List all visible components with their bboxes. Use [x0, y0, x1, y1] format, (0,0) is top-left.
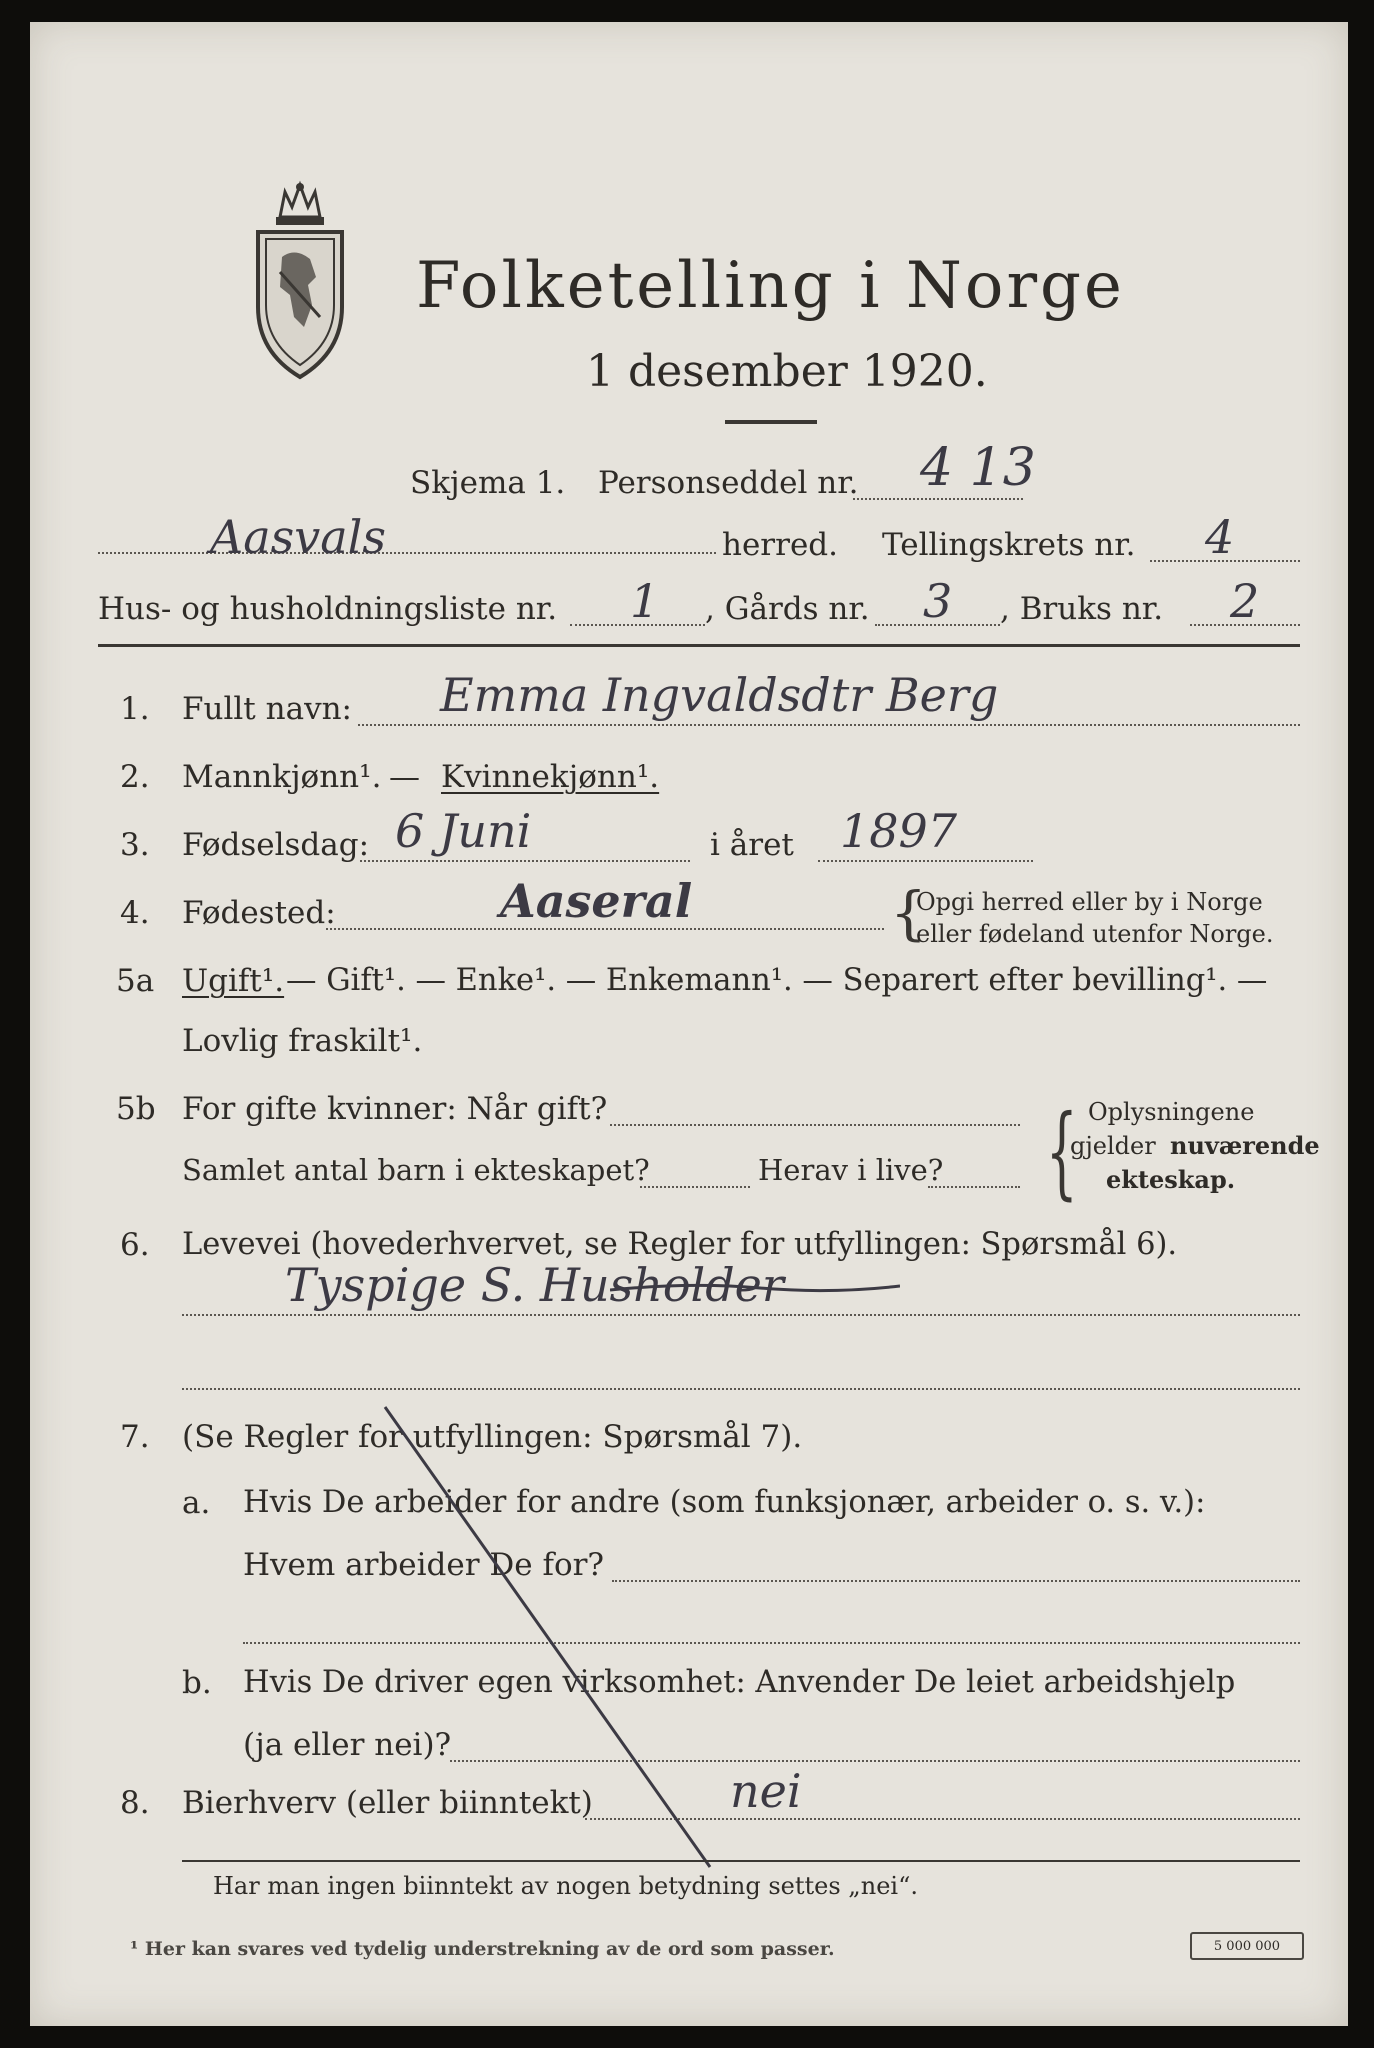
herred-line [98, 552, 716, 554]
birthplace-line [326, 928, 884, 930]
occupation-value: Tyspige S. Husholder [285, 1258, 784, 1312]
bruks-value: 2 [1230, 574, 1260, 628]
q1-label: Fullt navn: [182, 691, 352, 727]
year-line [818, 860, 1033, 862]
birthday-line [360, 860, 690, 862]
marriage-note-2a: gjelder [1070, 1132, 1156, 1160]
tellingskrets-label: Tellingskrets nr. [882, 527, 1136, 563]
gards-label: , Gårds nr. [705, 591, 870, 627]
herred-label: herred. [722, 527, 838, 563]
herred-value: Aasvals [210, 510, 386, 564]
married-when-label: For gifte kvinner: Når gift? [182, 1091, 608, 1127]
ugift-option-selected: Ugift¹. [182, 963, 285, 999]
q7b-number: b. [182, 1665, 212, 1701]
husholdning-label: Hus- og husholdningsliste nr. [98, 591, 558, 627]
personseddel-line [853, 498, 1023, 500]
census-form [30, 22, 1348, 2026]
personseddel-label: Personseddel nr. [598, 465, 859, 501]
occupation-line-2 [182, 1388, 1300, 1390]
q4-label: Fødested: [182, 895, 336, 931]
gards-value: 3 [923, 574, 953, 628]
q6-number: 6. [120, 1227, 150, 1263]
q1-line [358, 724, 1300, 726]
fraskilt-option: Lovlig fraskilt¹. [182, 1023, 423, 1059]
skjema-label: Skjema 1. [410, 465, 566, 501]
q7a-label-1: Hvis De arbeider for andre (som funksjonær, arbeider o. s. v.): [243, 1485, 1206, 1520]
q7a-number: a. [182, 1485, 211, 1521]
male-option: Mannkjønn¹. [182, 759, 382, 795]
occupation-strikethrough [610, 1278, 900, 1298]
side-income-label: Bierhverv (eller biinntekt) [182, 1785, 593, 1821]
q7b-label-2: (ja eller nei)? [243, 1727, 452, 1763]
census-date: 1 desember 1920. [586, 346, 988, 397]
children-line [640, 1186, 750, 1188]
occupation-label: Levevei (hovederhvervet, se Regler for utfyllingen: Spørsmål 6). [182, 1227, 1178, 1262]
occupation-line-1 [182, 1314, 1300, 1316]
husholdning-value: 1 [630, 574, 660, 628]
printer-stamp-text: 5 000 000 [1213, 1938, 1281, 1954]
q5b-number: 5b [116, 1091, 156, 1127]
birthplace-note-2: eller fødeland utenfor Norge. [916, 920, 1274, 948]
bruks-label: , Bruks nr. [1000, 591, 1164, 627]
birthday-value: 6 Juni [395, 804, 532, 858]
q8-number: 8. [120, 1785, 150, 1821]
female-option-selected: Kvinnekjønn¹. [441, 759, 660, 795]
gender-separator: — [389, 759, 420, 795]
question7-crossout [380, 1402, 720, 1872]
children-label: Samlet antal barn i ekteskapet? [182, 1153, 650, 1187]
personseddel-value: 4 13 [920, 438, 1036, 498]
coat-of-arms-logo [250, 177, 350, 382]
footer-rule [182, 1860, 1300, 1862]
living-label: Herav i live? [758, 1153, 944, 1187]
footer-note: Har man ingen biinntekt av nogen betydning settes „nei“. [213, 1872, 918, 1900]
birthplace-note-1: Opgi herred eller by i Norge [916, 888, 1263, 916]
married-when-line [610, 1124, 1020, 1126]
q7a-label-2: Hvem arbeider De for? [243, 1547, 605, 1583]
birthplace-brace: { [890, 879, 927, 947]
birth-year-value: 1897 [840, 804, 958, 858]
q5a-number: 5a [116, 963, 155, 999]
full-name-value: Emma Ingvaldsdtr Berg [440, 668, 999, 722]
footnote: ¹ Her kan svares ved tydelig understrekning av de ord som passer. [130, 1938, 835, 1960]
q3-label: Fødselsdag: [182, 827, 370, 863]
marriage-note-3: ekteskap. [1106, 1165, 1236, 1194]
q2-number: 2. [120, 759, 150, 795]
marriage-note-2b: nuværende [1170, 1131, 1320, 1160]
q7-number: 7. [120, 1419, 150, 1455]
side-income-value: nei [730, 1764, 802, 1818]
tellingskrets-value: 4 [1205, 510, 1235, 564]
q1-number: 1. [120, 691, 150, 727]
marital-options: — Gift¹. — Enke¹. — Enkemann¹. — Separert efter bevilling¹. — [286, 963, 1268, 998]
printer-stamp [1190, 1932, 1304, 1960]
living-line [928, 1186, 1020, 1188]
q7b-label-1: Hvis De driver egen virksomhet: Anvender De leiet arbeidshjelp [243, 1665, 1236, 1700]
header-rule [98, 644, 1300, 647]
marriage-brace: { [1045, 1093, 1078, 1210]
birthplace-value: Aaseral [500, 874, 693, 928]
year-label: i året [710, 827, 794, 863]
q7-label: (Se Regler for utfyllingen: Spørsmål 7). [182, 1419, 803, 1455]
q4-number: 4. [120, 895, 150, 931]
marriage-note-1: Oplysningene [1088, 1098, 1255, 1126]
q3-number: 3. [120, 827, 150, 863]
form-title: Folketelling i Norge [416, 249, 1125, 323]
title-divider [725, 420, 817, 424]
